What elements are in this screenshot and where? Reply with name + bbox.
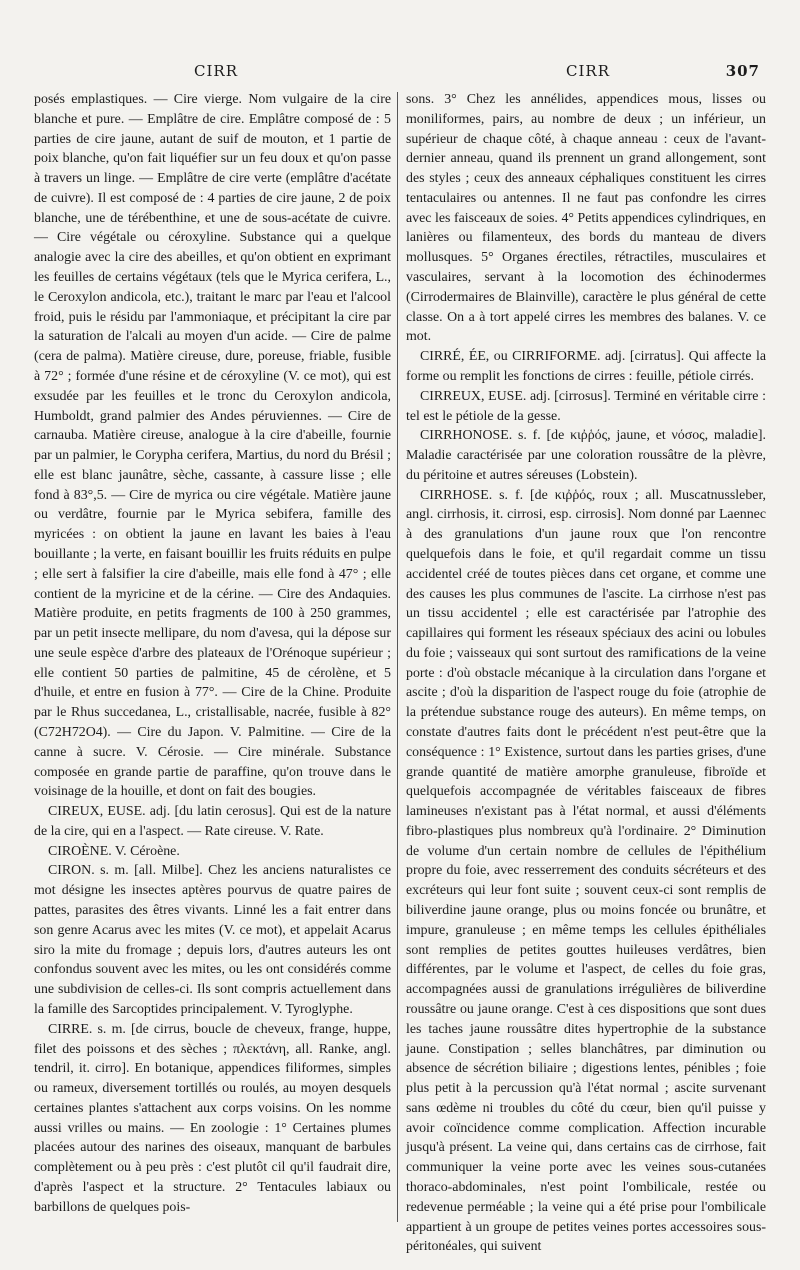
entry-cirre-adj: CIRRÉ, ÉE, ou CIRRIFORME. adj. [cirratus]. Qui affecte la forme ou remplit les fonctions de cirres : feuille, pétiole cirrés. [406, 349, 766, 384]
entry-cirrhonose: CIRRHONOSE. s. f. [de κιῤῥός, jaune, et νόσος, maladie]. Maladie caractérisée par une coloration roussâtre de la plèvre, du péritoine et autres séreuses (Lobstein). [406, 428, 766, 483]
right-column [406, 90, 766, 1257]
page-number: 307 [725, 62, 760, 80]
entry-cirre-continued: sons. 3° Chez les annélides, appendices mous, lisses ou moniliformes, pairs, au nombre de deux ; un inférieur, un supérieur de chaque côté, à chaque anneau : ceux de l'avant-dernier anneau, quand ils prennent un grand allongement, sont des styles ; ceux des anneaux céphaliques constituent les cirres tentaculaires ou antennes. Il ne faut pas confondre les cirres avec les faisceaux de soies. 4° Petits appendices cylindriques, en lanières ou filamenteux, des bords du manteau de divers mollusques. 5° Organes érectiles, rétractiles, musculaires et vasculaires, servant à la locomotion des échinodermes (Cirrodermaires de Blainville), caractère le plus général de cette classe. On a à tort appelé cirres les membres des balanes. V. ce mot. [406, 92, 766, 345]
running-header [34, 56, 760, 86]
left-column [34, 90, 391, 1218]
entry-cireux: CIREUX, EUSE. adj. [du latin cerosus]. Qui est de la nature de la cire, qui en a l'aspect. — Rate cireuse. V. Rate. [34, 804, 391, 839]
entry-ciron: CIRON. s. m. [all. Milbe]. Chez les anciens naturalistes ce mot désigne les insectes aptères pourvus de quatre paires de pattes, parasites des êtres vivants. Linné les a fait entrer dans son genre Acarus avec les mites (V. ce mot), et appelait Acarus siro la mite du fromage ; depuis lors, d'autres auteurs les ont confondus souvent avec les mites, ou les ont considérés comme une subdivision de celles-ci. Ils sont compris actuellement dans la famille des Sarcoptides principalement. V. Tyroglyphe. [34, 863, 391, 1017]
entry-cirre: CIRRE. s. m. [de cirrus, boucle de cheveux, frange, huppe, filet des poissons et des sèches ; πλεκτάνη, all. Ranke, angl. tendril, it. cirro]. En botanique, appendices filiformes, simples ou rameux, diversement tortillés ou roulés, au moyen desquels certaines plantes s'attachent aux corps voisins. On les nomme aussi vrilles ou mains. — En zoologie : 1° Certaines plumes placées autour des narines des oiseaux, manquant de barbules complètement ou à peu près : c'est plutôt cil qu'il faudrait dire, d'après l'aspect et la structure. 2° Tentacules labiaux ou barbillons de quelques pois- [34, 1021, 391, 1215]
entry-cirreux: CIRREUX, EUSE. adj. [cirrosus]. Terminé en véritable cirre : tel est le pétiole de la gesse. [406, 388, 766, 424]
entry-ciroene: CIROÈNE. V. Céroène. [48, 843, 180, 859]
right-running-head: CIRR [566, 62, 610, 80]
column-divider [397, 92, 398, 1222]
left-running-head: CIRR [194, 62, 238, 80]
entry-cire-continued: posés emplastiques. — Cire vierge. Nom vulgaire de la cire blanche et pure. — Emplâtre de cire. Emplâtre composé de : 5 parties de cire jaune, autant de suif de mouton, et 1 partie de poix blanche, qu'on fait liquéfier sur un feu doux et qu'on passe à travers un linge. — Emplâtre de cire verte (emplâtre d'acétate de cuivre). Il est composé de : 4 parties de cire jaune, 2 de poix blanche, une de térébenthine, et une de sous-acétate de cuivre. — Cire végétale ou céroxyline. Substance qui a quelque analogie avec la cire des abeilles, et qu'on obtient en exprimant les feuilles de certains végétaux (tels que le Myrica cerifera, L., le Ceroxylon andicola, etc.), traitant le marc par l'eau et l'alcool froid, puis le résidu par l'ammoniaque, et précipitant la cire par la saturation de l'alcali au moyen d'un acide. — Cire de palme (cera de palma). Matière cireuse, dure, poreuse, friable, fusible à 72° ; formée d'une résine et de céroxyline (V. ce mot), qui est exsudée par les feuilles et le tronc du Ceroxylon andicola, Humboldt, grand palmier des Andes péruviennes. — Cire de carnauba. Matière cireuse, analogue à la cire d'abeille, fournie par un palmier, le Corypha cerifera, Martius, du nord du Brésil ; elle est blanc jaunâtre, sèche, cassante, à cassure lisse ; elle fond à 83°,5. — Cire de myrica ou cire végétale. Matière jaune ou verdâtre, fournie par le Myrica sebifera, famille des myricées : on obtient la jaune en lavant les baies à l'eau bouillante ; la verte, en faisant bouillir les fruits réduits en pulpe ; elle sert à falsifier la cire d'abeille, mais elle fond à 47° ; elle contient de la myricine et de la cérine. — Cire des Andaquies. Matière produite, en petits fragments de 100 à 250 grammes, par un petit insecte mellipare, du nom d'avesa, qui la dépose sur une seule espèce d'arbre des plateaux de l'Orénoque supérieur ; elle contient 50 parties de palmitine, 45 de cérolène, et 5 d'huile, et entre en fusion à 77°. — Cire de la Chine. Produite par le Rhus succedanea, L., cristallisable, nacrée, fusible à 82° (C72H72O4). — Cire du Japon. V. Palmitine. — Cire de la canne à sucre. V. Cérosie. — Cire minérale. Substance composée en grande partie de paraffine, qu'on trouve dans le voisinage de la houille, et dont on fait des bougies. [34, 92, 391, 800]
entry-cirrhose: CIRRHOSE. s. f. [de κιῤῥός, roux ; all. Muscatnussleber, angl. cirrhosis, it. cirrosi, esp. cirrosis]. Nom donné par Laennec à des granulations d'un jaune roux que l'on rencontre quelquefois dans le foie, et qu'il regardait comme un tissu accidentel créé de toutes pièces dans cet organe, et comme une des causes les plus communes de l'ascite. La cirrhose n'est pas un tissu accidentel ; elle est caractérisée par l'atrophie des capillaires qui forment les réseaux spéciaux des acini ou lobules du foie ; vaisseaux qui sont surtout des ramifications de la veine porte : d'où obstacle mécanique à la circulation dans l'organe et ascite ; d'où la disparition de l'aspect rouge du foie (atrophie de la prétendue substance rouge des auteurs). En même temps, on constate d'autres faits dont le précédent n'est peut-être que la conséquence : 1° Existence, surtout dans les parties grises, d'une grande quantité de matière amorphe granuleuse, fibroïde et quelquefois accompagnée de véritables faisceaux de fibres lamineuses n'existant pas à l'état normal, et aussi d'éléments fibro-plastiques plus nombreux qu'à l'ordinaire. 2° Diminution de volume d'un certain nombre de cellules de l'épithélium propre du foie, avec resserrement des conduits sécréteurs et des excréteurs qui leur font suite ; souvent ceux-ci sont remplis de biliverdine jaune orange, plus ou moins foncée ou brunâtre, et impure, granuleuse ; en même temps les cellules épithéliales sont remplies de petites gouttes huileuses verdâtres, bien différentes, par le volume et l'aspect, de celles du foie gras, accompagnées aussi de granulations irrégulières de biliverdine roussâtre ou jaune orange. C'est à ces dispositions que sont dues les taches jaune roussâtre dites hypertrophie de la substance jaune. Constipation ; selles blanchâtres, par diminution ou absence de sécrétion biliaire ; digestions lentes, pénibles ; foie plus petit à la percussion qu'à l'état normal ; ascite survenant sans œdème ni troubles du côté du cœur, bien qu'il puisse y avoir coïncidence comme complication. Affection incurable jusqu'à présent. La veine qui, dans certains cas de cirrhose, fait communiquer la veine porte avec les veines sous-cutanées thoraco-abdominales, n'est point l'ombilicale, restée ou redevenue perméable ; la veine qui a été prise pour l'ombilicale appartient à un groupe de petites veines portes accessoires sous-péritonéales, qui suivent [406, 487, 766, 1255]
